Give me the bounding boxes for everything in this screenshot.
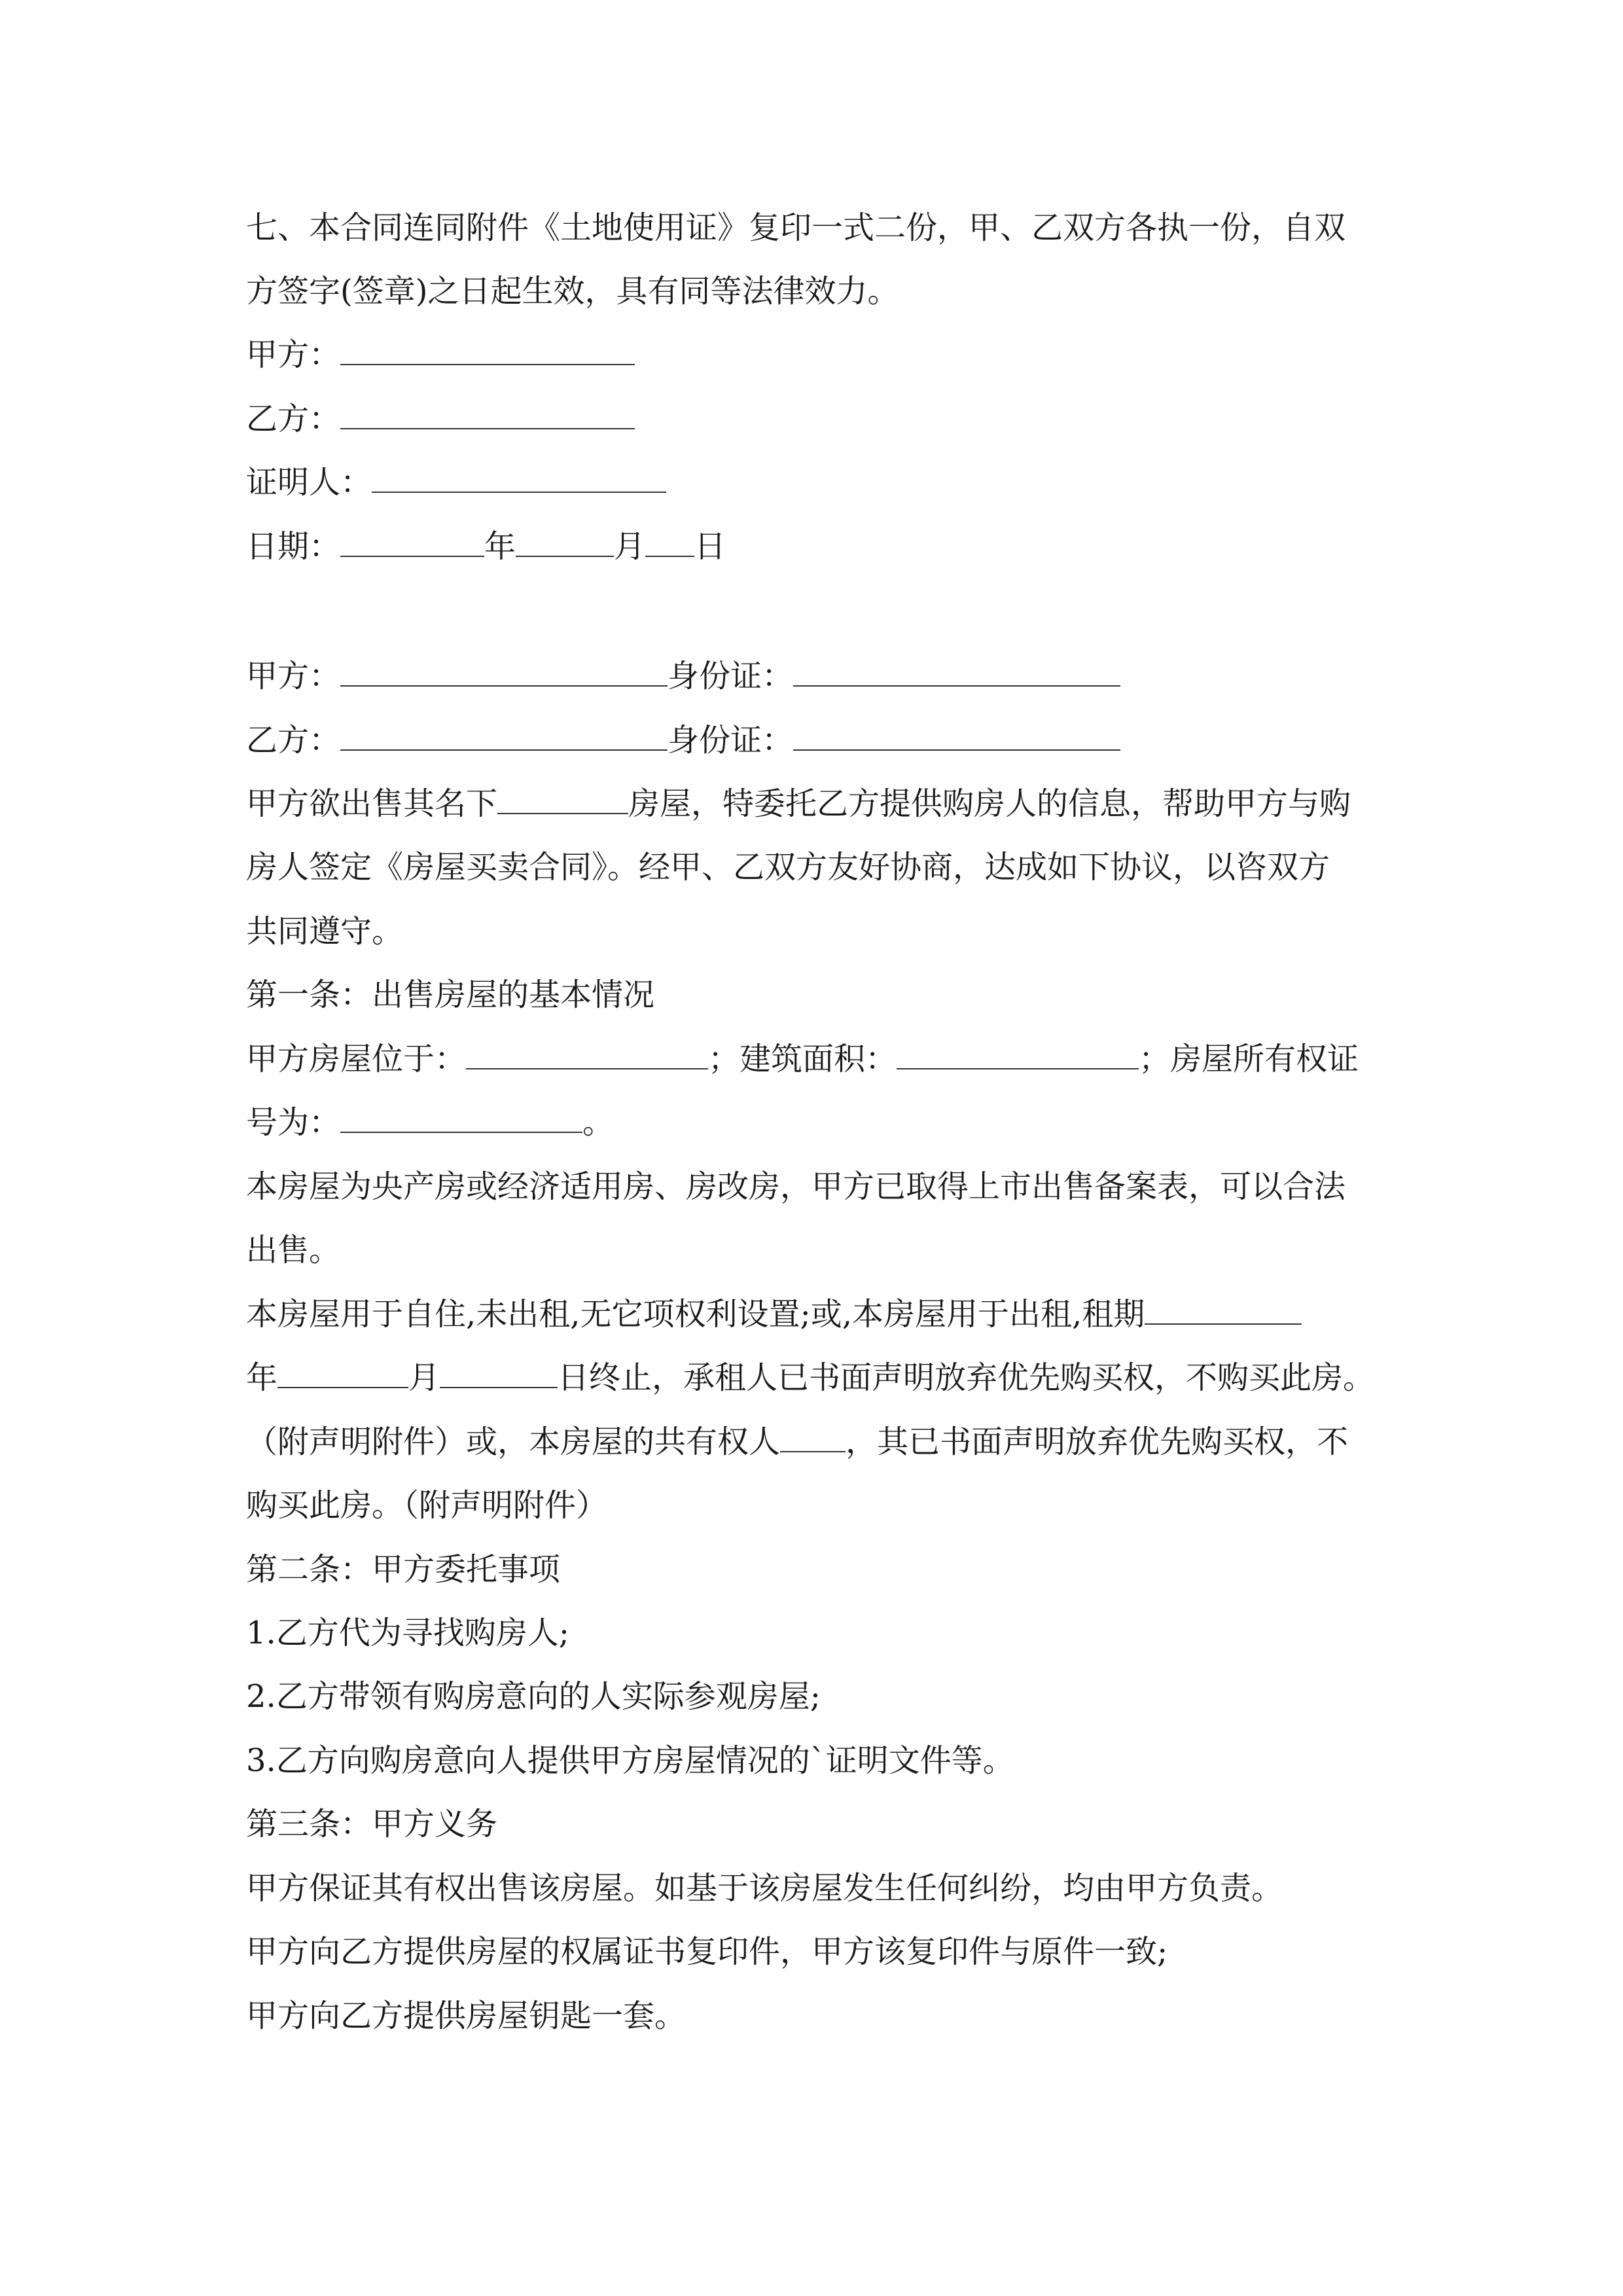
article-1-p3-line-2: [246, 1358, 1374, 1397]
article-2-title: 第二条：甲方委托事项: [246, 1551, 561, 1588]
party-b-id-row: [246, 721, 1120, 760]
month-blank: [440, 1358, 558, 1388]
text: 房屋，特委托乙方提供购房人的信息，帮助甲方与购: [628, 785, 1351, 822]
text: 月: [408, 1359, 440, 1396]
text: 。: [582, 1104, 615, 1141]
idcard-blank: [793, 721, 1120, 751]
coowner-blank: [780, 1422, 846, 1452]
article-3-line-1: 甲方保证其有权出售该房屋。如基于该房屋发生任何纠纷，均由甲方负责。: [246, 1870, 1283, 1907]
signature-blank: [372, 463, 666, 493]
day-blank: [645, 527, 694, 557]
idcard-blank: [793, 656, 1120, 687]
label: 日期：: [246, 528, 341, 565]
text: ；建筑面积：: [708, 1041, 897, 1077]
intro-line-2: 房人签定《房屋买卖合同》。经甲、乙双方友好协商，达成如下协议，以咨双方: [246, 849, 1330, 886]
label: 乙方：: [246, 722, 341, 759]
property-blank: [497, 784, 628, 814]
lease-blank: [1145, 1295, 1302, 1325]
label: 乙方：: [246, 401, 341, 437]
intro-line-1: [246, 784, 1351, 823]
signature-witness: [246, 463, 666, 502]
label: 证明人：: [246, 464, 372, 501]
article-2-item-1: 1.乙方代为寻找购房人;: [246, 1615, 569, 1651]
text: 甲方房屋位于：: [246, 1041, 467, 1077]
signature-blank: [340, 399, 635, 429]
text: ；房屋所有权证: [1139, 1041, 1359, 1077]
text: 号为：: [246, 1104, 341, 1141]
article-1-p3-line-4: 购买此房。（附声明附件）: [246, 1487, 608, 1524]
idcard-label: 身份证：: [668, 658, 794, 694]
text: （附声明附件）或，本房屋的共有权人: [246, 1424, 781, 1460]
text: ，其已书面声明放弃优先购买权，不: [846, 1424, 1349, 1460]
article-1-title: 第一条：出售房屋的基本情况: [246, 977, 655, 1013]
month-blank: [516, 527, 614, 557]
label: 甲方：: [246, 336, 341, 373]
signature-date: [246, 527, 726, 566]
article-1-p2-line-1: 本房屋为央产房或经济适用房、房改房，甲方已取得上市出售备案表，可以合法: [246, 1168, 1346, 1205]
text: 日终止，承租人已书面声明放弃优先购买权，不购买此房。: [558, 1359, 1375, 1396]
text: 甲方欲出售其名下: [246, 785, 498, 822]
clause-7-line-1: 七、本合同连同附件《土地使用证》复印一式二份，甲、乙双方各执一份，自双: [246, 209, 1346, 246]
text: 本房屋用于自住,未出租,无它项权利设置;或,本房屋用于出租,租期: [246, 1296, 1145, 1333]
idcard-label: 身份证：: [668, 722, 794, 759]
year-blank: [277, 1358, 408, 1388]
article-1-p3-line-1: [246, 1295, 1302, 1334]
signature-party-a: [246, 335, 635, 374]
certificate-blank: [340, 1103, 582, 1133]
article-3-line-2: 甲方向乙方提供房屋的权属证书复印件，甲方该复印件与原件一致;: [246, 1933, 1168, 1970]
article-2-item-3: 3.乙方向购房意向人提供甲方房屋情况的`证明文件等。: [246, 1742, 1014, 1779]
signature-blank: [340, 335, 635, 365]
article-1-line-2: [246, 1103, 614, 1142]
article-2-item-2: 2.乙方带领有购房意向的人实际参观房屋;: [246, 1678, 821, 1715]
name-blank: [340, 721, 668, 751]
day-label: 日: [694, 528, 726, 565]
area-blank: [897, 1039, 1139, 1069]
article-3-title: 第三条：甲方义务: [246, 1806, 498, 1842]
location-blank: [466, 1039, 708, 1069]
month-label: 月: [614, 528, 646, 565]
name-blank: [340, 656, 668, 687]
text: 年: [246, 1359, 278, 1396]
clause-7-line-2: 方签字(签章)之日起生效，具有同等法律效力。: [246, 273, 899, 310]
article-1-p2-line-2: 出售。: [246, 1232, 341, 1268]
label: 甲方：: [246, 658, 341, 694]
intro-line-3: 共同遵守。: [246, 913, 404, 950]
party-a-id-row: [246, 656, 1120, 696]
article-3-line-3: 甲方向乙方提供房屋钥匙一套。: [246, 1998, 687, 2034]
article-1-p3-line-3: [246, 1422, 1348, 1462]
year-label: 年: [484, 528, 516, 565]
article-1-line-1: [246, 1039, 1359, 1079]
signature-party-b: [246, 399, 635, 439]
year-blank: [340, 527, 484, 557]
